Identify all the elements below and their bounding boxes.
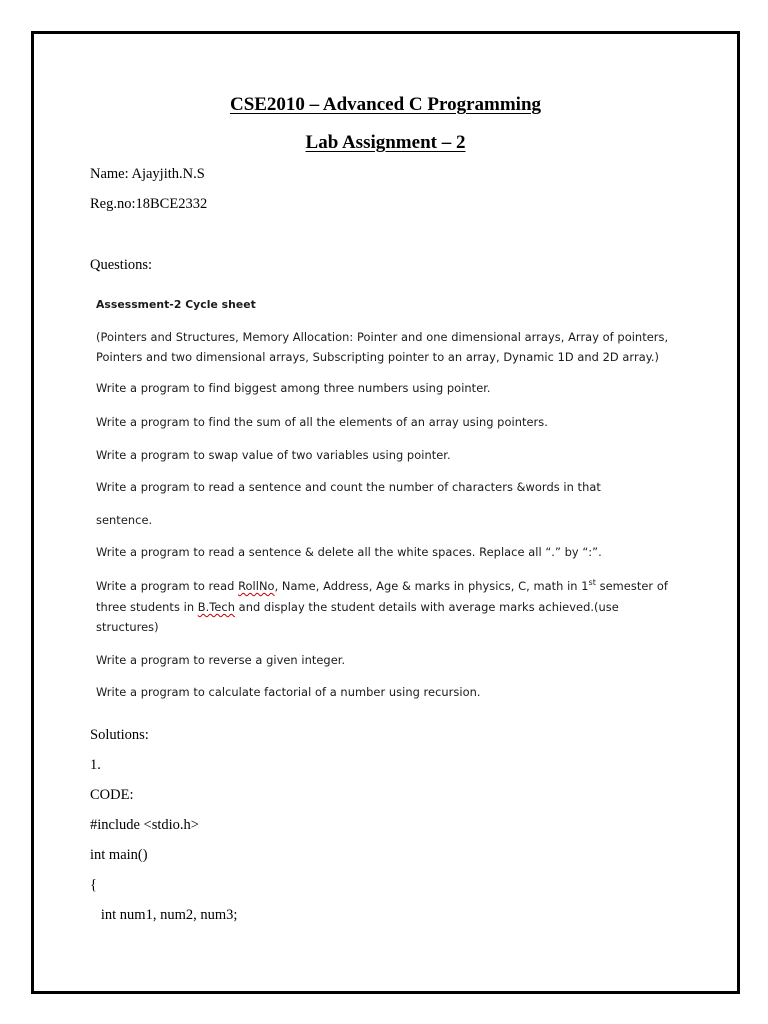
code-line: int main() [90, 847, 148, 863]
topics-line-2: Pointers and two dimensional arrays, Subscripting pointer to an array, Dynamic 1D and 2D array.) [96, 350, 660, 364]
q6-superscript: st [588, 578, 596, 588]
code-line: #include <stdio.h> [90, 817, 199, 833]
q6-line2-part2: and display the student details with average marks achieved.(use [235, 600, 619, 614]
q6-text-part1: Write a program to read [96, 579, 239, 593]
code-line: int num1, num2, num3; [90, 907, 238, 923]
code-line: { [90, 877, 97, 893]
solutions-heading: Solutions: [90, 727, 149, 743]
document-page [31, 31, 740, 994]
q6-line2-part1: three students in [96, 600, 198, 614]
student-name: Name: Ajayjith.N.S [90, 166, 205, 182]
question-2: Write a program to find the sum of all the elements of an array using pointers. [96, 415, 548, 429]
question-6-line-2 [96, 600, 619, 614]
q6-text-part3: semester of [595, 579, 668, 593]
questions-heading: Questions: [90, 257, 153, 273]
topics-line-1: (Pointers and Structures, Memory Allocation: Pointer and one dimensional arrays, Array of pointers, [96, 330, 669, 344]
question-6-line-3: structures) [96, 620, 159, 634]
q6-rollno-word: RollNo [238, 579, 275, 593]
question-7: Write a program to reverse a given integer. [96, 653, 346, 667]
q6-btech-word: B.Tech [197, 600, 236, 614]
question-6-line-1 [96, 579, 668, 593]
course-title: CSE2010 – Advanced C Programming [229, 94, 542, 115]
question-1: Write a program to find biggest among three numbers using pointer. [96, 381, 491, 395]
question-3: Write a program to swap value of two variables using pointer. [96, 448, 451, 462]
code-label: CODE: [90, 787, 134, 803]
cycle-sheet-title: Assessment-2 Cycle sheet [96, 298, 256, 311]
question-8: Write a program to calculate factorial of a number using recursion. [96, 685, 481, 699]
question-4-line-2: sentence. [96, 513, 153, 527]
assignment-title: Lab Assignment – 2 [305, 132, 466, 153]
q6-text-part2: , Name, Address, Age & marks in physics, C, math in 1 [274, 579, 589, 593]
solution-number: 1. [90, 757, 101, 773]
question-5: Write a program to read a sentence & delete all the white spaces. Replace all “.” by “:”. [96, 545, 602, 559]
student-reg-no: Reg.no:18BCE2332 [90, 196, 208, 212]
question-4-line-1: Write a program to read a sentence and count the number of characters &words in that [96, 480, 601, 494]
